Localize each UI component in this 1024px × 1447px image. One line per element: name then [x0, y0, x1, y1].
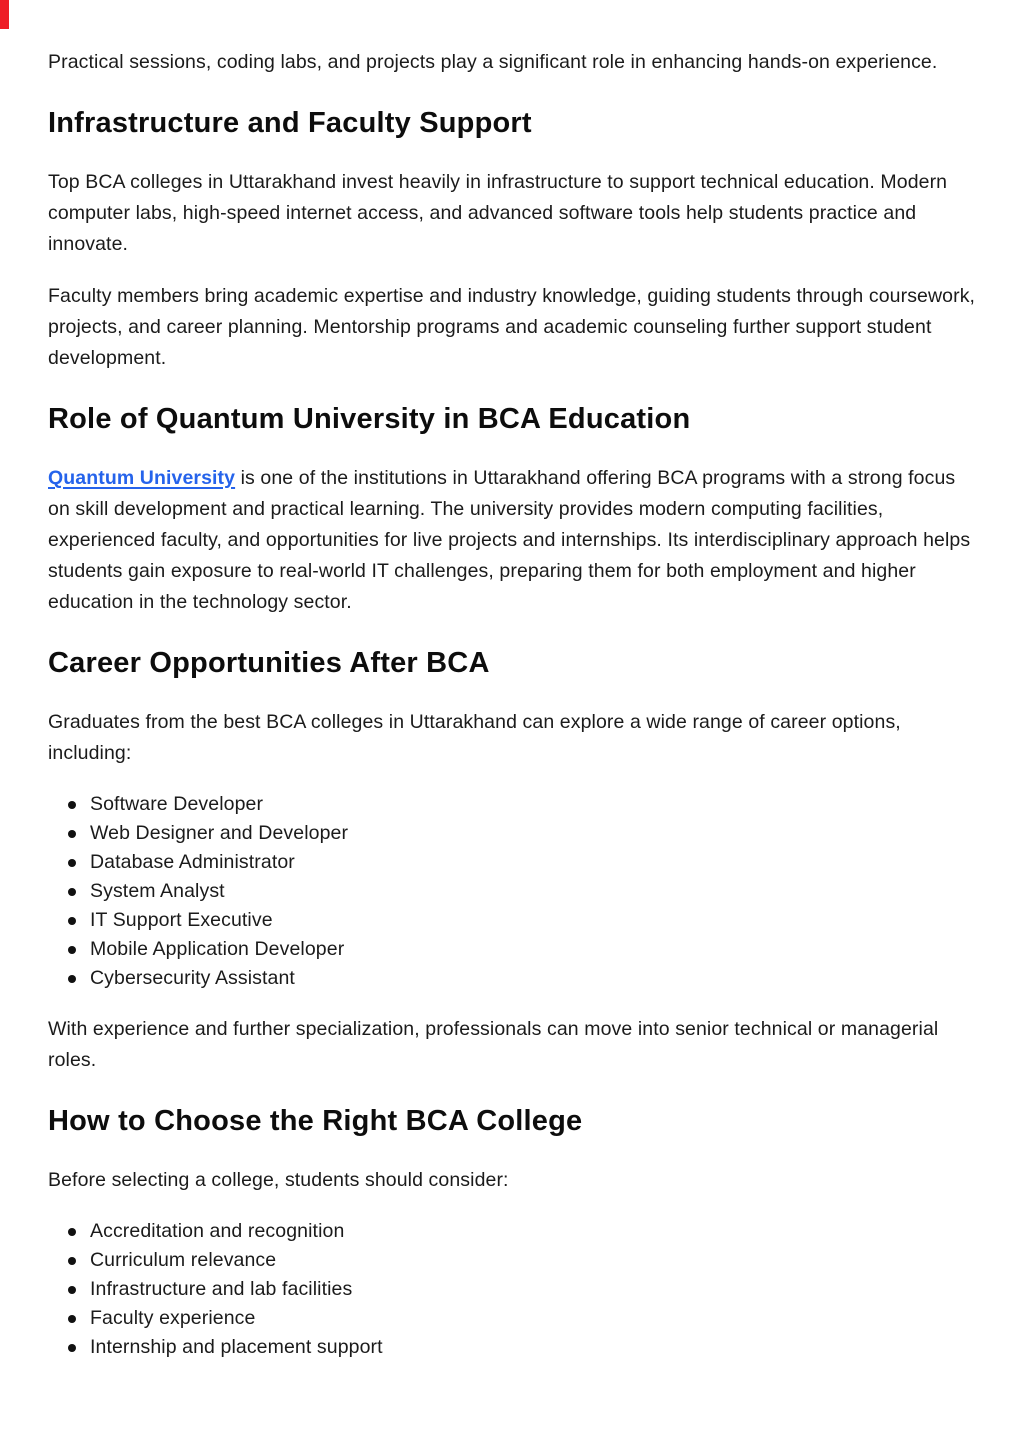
heading-infrastructure-and-faculty-support: Infrastructure and Faculty Support	[48, 107, 532, 139]
list-item-database-administrator: Database Administrator	[48, 848, 978, 877]
list-item-web-designer-developer: Web Designer and Developer	[48, 819, 978, 848]
list-item-it-support-executive: IT Support Executive	[48, 906, 978, 935]
list-item-cybersecurity-assistant: Cybersecurity Assistant	[48, 964, 978, 993]
heading-career-opportunities: Career Opportunities After BCA	[48, 647, 490, 679]
careers-intro-paragraph: Graduates from the best BCA colleges in Uttarakhand can explore a wide range of career options, including:	[48, 711, 901, 764]
list-item-faculty-experience: Faculty experience	[48, 1304, 978, 1333]
choosing-list	[48, 1217, 978, 1362]
list-item-curriculum: Curriculum relevance	[48, 1246, 978, 1275]
choosing-intro-paragraph: Before selecting a college, students should consider:	[48, 1169, 509, 1191]
infrastructure-paragraph-2: Faculty members bring academic expertise and industry knowledge, guiding students through coursework, projects, and career planning. Mentorship programs and academic counseling further support student development.	[48, 285, 976, 369]
list-item-software-developer: Software Developer	[48, 790, 978, 819]
quantum-university-link[interactable]: Quantum University	[48, 467, 236, 489]
careers-list	[48, 790, 978, 993]
infrastructure-paragraph-1: Top BCA colleges in Uttarakhand invest heavily in infrastructure to support technical education. Modern computer labs, high-speed internet access, and advanced software tools help students practice and innovate.	[48, 171, 948, 255]
list-item-mobile-application-developer: Mobile Application Developer	[48, 935, 978, 964]
careers-outro-paragraph: With experience and further specialization, professionals can move into senior technical or managerial roles.	[48, 1018, 939, 1071]
heading-how-to-choose: How to Choose the Right BCA College	[48, 1105, 583, 1137]
intro-paragraph: Practical sessions, coding labs, and projects play a significant role in enhancing hands-on experience.	[48, 51, 938, 73]
list-item-accreditation: Accreditation and recognition	[48, 1217, 978, 1246]
list-item-system-analyst: System Analyst	[48, 877, 978, 906]
quantum-paragraph	[48, 463, 978, 618]
heading-role-of-quantum-university: Role of Quantum University in BCA Education	[48, 403, 691, 435]
red-accent-bar	[0, 0, 9, 29]
list-item-internship-placement: Internship and placement support	[48, 1333, 978, 1362]
list-item-infrastructure-labs: Infrastructure and lab facilities	[48, 1275, 978, 1304]
quantum-paragraph-text: is one of the institutions in Uttarakhand offering BCA programs with a strong focus on skill development and practical learning. The university provides modern computing facilities, experienced faculty, and opportunities for live projects and internships. Its interdisciplinary approach helps students gain exposure to real-world IT challenges, preparing them for both employment and higher education in the technology sector.	[48, 467, 971, 613]
